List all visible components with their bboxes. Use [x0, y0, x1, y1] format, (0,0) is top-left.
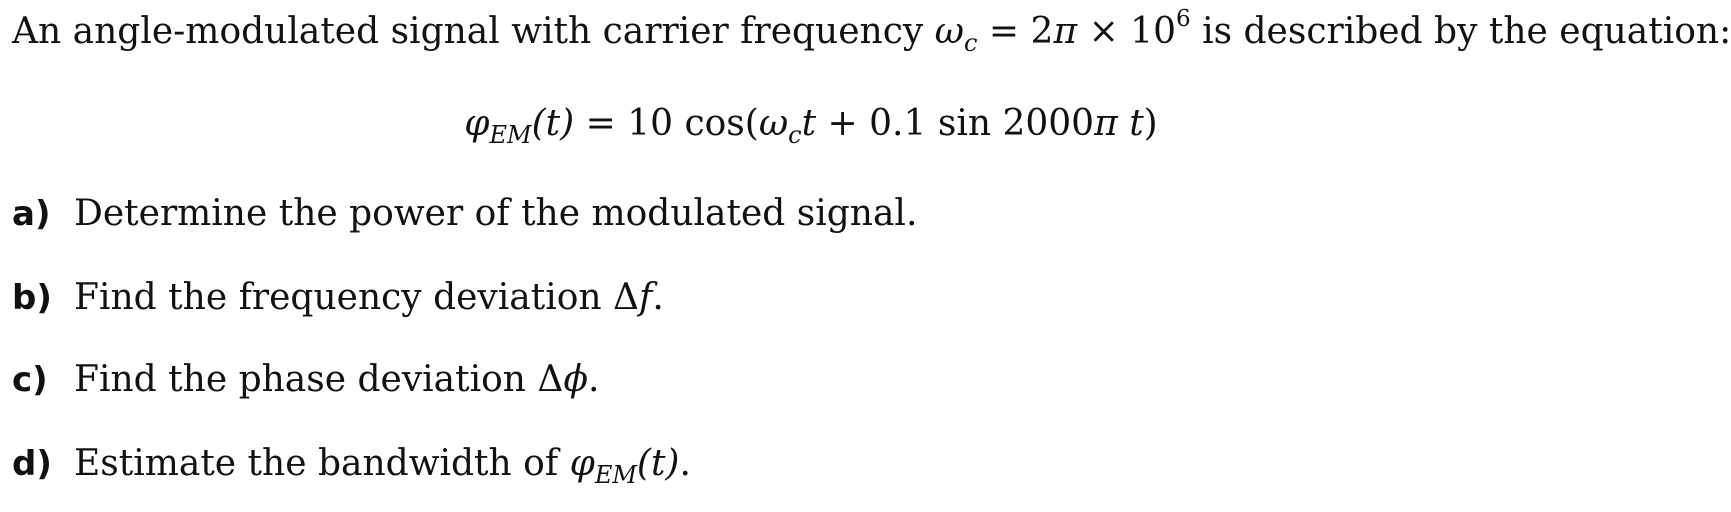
question-d-symbol: φ — [569, 443, 595, 484]
intro-times-ten: × 10 — [1077, 11, 1176, 52]
question-c-text: Find the phase deviation Δ — [74, 359, 564, 400]
intro-equals: = 2 — [977, 11, 1054, 52]
equation-rhs-start: = 10 cos( — [574, 103, 759, 144]
equation-time-2: t — [1117, 103, 1144, 144]
question-d — [12, 440, 691, 488]
carrier-omega-symbol: ω — [934, 11, 965, 52]
question-b-symbol: f — [639, 277, 653, 318]
intro-pi-symbol: π — [1053, 11, 1078, 52]
question-c — [12, 356, 599, 404]
question-a-text: Determine the power of the modulated signal. — [74, 193, 918, 234]
question-d-label: d) — [12, 444, 52, 484]
question-d-end: . — [679, 443, 691, 484]
question-c-end: . — [587, 359, 600, 400]
question-b-end: . — [652, 277, 664, 318]
equation-phi-symbol: φ — [464, 103, 490, 144]
question-a — [12, 190, 917, 238]
equation-close: ) — [1143, 103, 1158, 144]
question-b-text: Find the frequency deviation Δ — [74, 277, 640, 318]
intro-text-end: is described by the equation: — [1190, 11, 1731, 52]
signal-equation — [0, 100, 1622, 148]
equation-pi-symbol: π — [1094, 103, 1118, 144]
question-d-argument: (t) — [636, 443, 680, 484]
equation-phi-subscript: EM — [489, 121, 532, 149]
question-c-label: c) — [12, 360, 48, 400]
problem-intro — [12, 8, 1731, 56]
intro-text-start: An angle-modulated signal with carrier frequency — [12, 11, 935, 52]
equation-lhs-argument: (t) — [531, 103, 575, 144]
equation-middle: + 0.1 sin 2000 — [816, 103, 1095, 144]
carrier-omega-subscript: c — [964, 29, 978, 57]
question-d-subscript: EM — [594, 461, 637, 489]
equation-time-1: t — [801, 103, 817, 144]
intro-exponent: 6 — [1175, 6, 1191, 32]
question-b — [12, 274, 664, 322]
equation-omega-symbol: ω — [758, 103, 789, 144]
equation-omega-subscript: c — [788, 121, 802, 149]
question-b-label: b) — [12, 278, 52, 318]
question-a-label: a) — [12, 194, 51, 234]
question-c-symbol: ϕ — [563, 359, 588, 400]
question-d-text: Estimate the bandwidth of — [74, 443, 570, 484]
